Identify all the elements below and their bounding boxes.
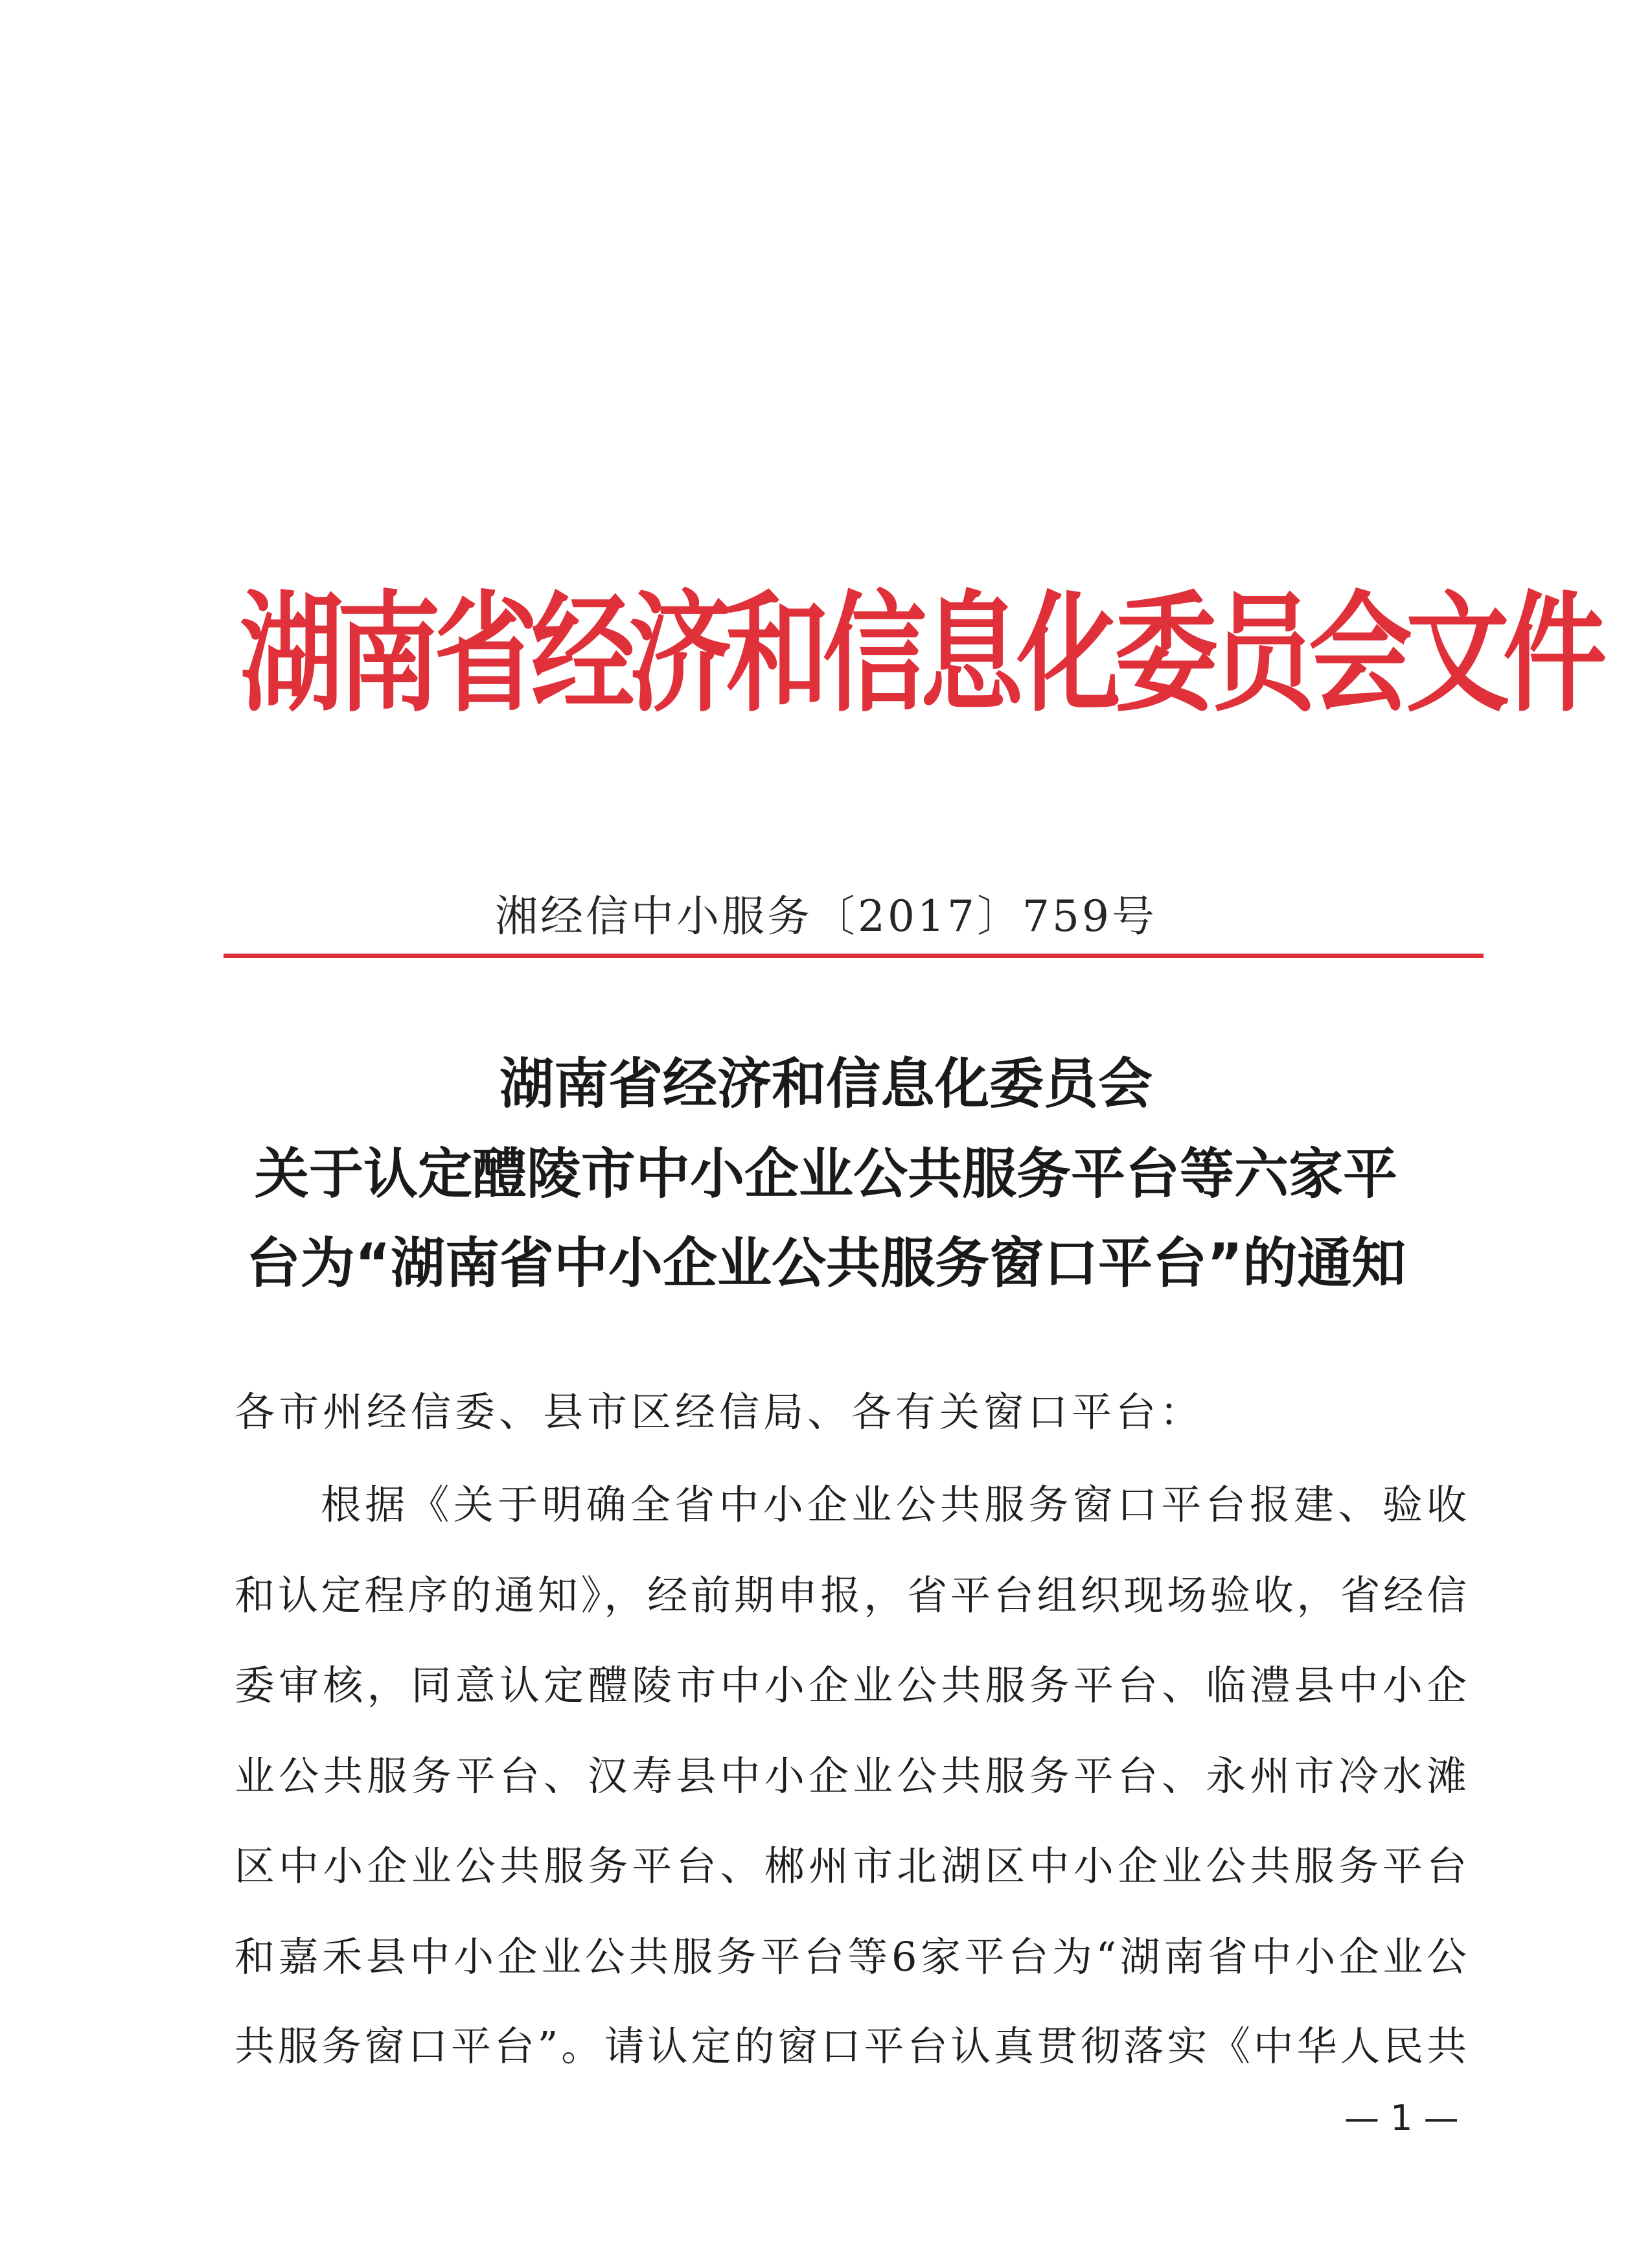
page-number: — 1 — (1344, 2098, 1459, 2138)
document-masthead: 湖南省经济和信息化委员会文件 (240, 578, 1601, 730)
notice-title-line-1: 湖南省经济和信息化委员会 (499, 1052, 1153, 1116)
document-number: 湘经信中小服务〔2017〕759号 (495, 891, 1157, 941)
notice-title-line-3: 台为“湖南省中小企业公共服务窗口平台”的通知 (246, 1232, 1406, 1295)
body-paragraph-line: 根据《关于明确全省中小企业公共服务窗口平台报建、验收 (321, 1481, 1469, 1528)
body-paragraph-line: 和认定程序的通知》，经前期申报，省平台组织现场验收，省经信 (235, 1572, 1469, 1619)
red-divider-line (224, 954, 1484, 958)
body-paragraph-line: 业公共服务平台、汉寿县中小企业公共服务平台、永州市冷水滩 (235, 1752, 1469, 1800)
salutation: 各市州经信委、县市区经信局、各有关窗口平台： (235, 1388, 1204, 1436)
body-paragraph-line: 区中小企业公共服务平台、郴州市北湖区中小企业公共服务平台 (235, 1842, 1469, 1890)
notice-title-line-2: 关于认定醴陵市中小企业公共服务平台等六家平 (254, 1142, 1397, 1206)
body-paragraph-line: 共服务窗口平台”。请认定的窗口平台认真贯彻落实《中华人民共 (235, 2022, 1469, 2070)
body-paragraph-line: 委审核，同意认定醴陵市中小企业公共服务平台、临澧县中小企 (235, 1662, 1469, 1709)
body-paragraph-line: 和嘉禾县中小企业公共服务平台等6家平台为“湖南省中小企业公 (235, 1933, 1469, 1980)
